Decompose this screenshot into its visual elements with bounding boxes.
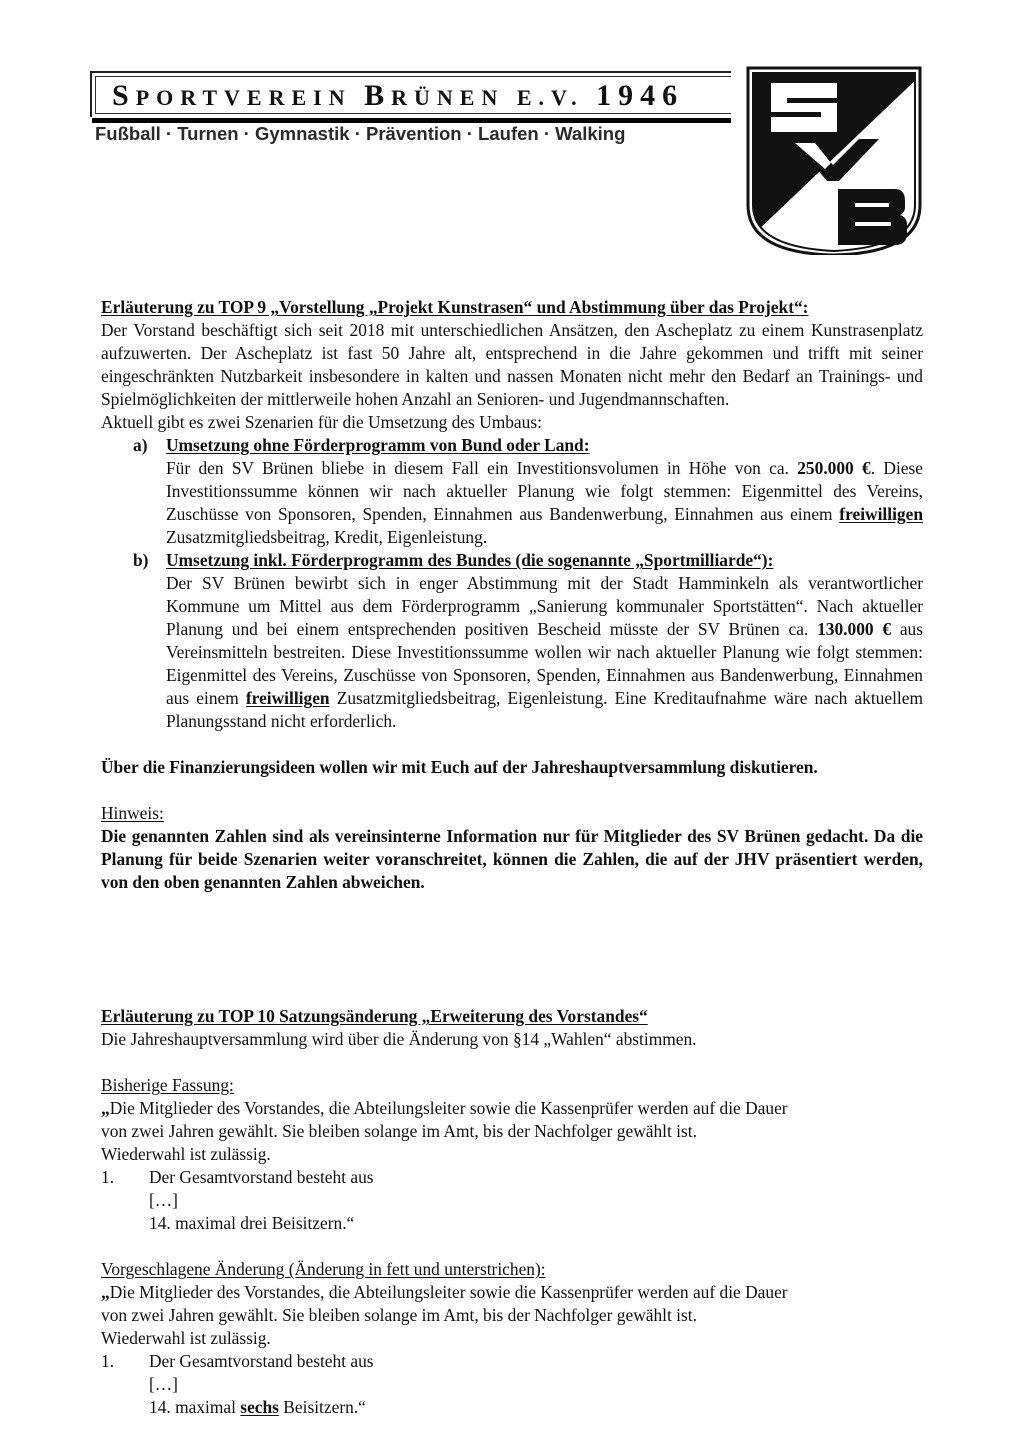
scenario-b-text-2: aus Vereinsmitteln bestreiten. Diese Investitionssumme wollen wir nach aktueller Planung wie folgt stemmen: Eigenmittel des Vereins, Zuschüsse von Sponsoren, Spenden, Einnahmen aus Bandenwerbung, Einnahmen aus einem — [166, 619, 924, 708]
proposed-list-text: Der Gesamtvorstand besteht aus — [149, 1351, 374, 1371]
scenario-b-text-1: Der SV Brünen bewirbt sich in enger Abstimmung mit der Stadt Hamminkeln als verantwortlicher Kommune um Mittel aus dem Förderprogramm „Sanierung kommunaler Sportstätten“. Nach aktueller Planung und bei einem entsprechenden positiven Bescheid müsste der SV Brünen ca. — [166, 573, 923, 639]
proposed-list-num: 1. — [101, 1351, 115, 1371]
proposed-line-3: Wiederwahl ist zulässig. — [101, 1328, 271, 1348]
club-banner — [90, 71, 731, 121]
scenario-a-amount: 250.000 € — [797, 458, 871, 478]
proposed-list-item — [101, 1350, 923, 1373]
scenario-b-emphasis: freiwilligen — [245, 688, 330, 708]
current-item-14-suffix: Beisitzern.“ — [267, 1213, 355, 1233]
proposed-item-14-prefix: 14. maximal — [149, 1397, 241, 1417]
club-name-year: 1946 — [596, 79, 685, 112]
club-name-part-ev: E.V. — [516, 85, 597, 110]
proposed-line-2: von zwei Jahren gewählt. Sie bleiben solange im Amt, bis der Nachfolger gewählt ist. — [101, 1305, 697, 1325]
top9-scenarios-lead: Aktuell gibt es zwei Szenarien für die Umsetzung des Umbaus: — [101, 412, 542, 432]
proposed-item-14-value: sechs — [240, 1397, 279, 1417]
scenario-b — [101, 549, 923, 733]
scenario-a-emphasis: freiwilligen — [839, 504, 923, 524]
scenario-a-text — [166, 457, 923, 549]
current-ellipsis: […] — [149, 1190, 178, 1210]
note-text: Die genannten Zahlen sind als vereinsinterne Information nur für Mitglieder des SV Brünen gedacht. Da die Planung für beide Szenarien weiter voranschreitet, können die Zahlen, die auf der JHV präsentiert werden, von den oben genannten Zahlen abweichen. — [101, 826, 923, 892]
scenario-a-text-3: Zusatzmitgliedsbeitrag, Kredit, Eigenleistung. — [166, 527, 488, 547]
scenario-b-text — [166, 572, 923, 733]
scenario-a-title: Umsetzung ohne Förderprogramm von Bund oder Land: — [166, 435, 590, 455]
proposed-ellipsis: […] — [149, 1374, 178, 1394]
proposed-quote-open: „ — [101, 1282, 110, 1302]
scenario-a-text-1: Für den SV Brünen bliebe in diesem Fall ein Investitionsvolumen in Höhe von ca. — [166, 458, 798, 478]
club-name-part-bruenen: RÜNEN — [391, 85, 517, 110]
current-quote-open: „ — [101, 1098, 110, 1118]
current-item-14 — [101, 1212, 923, 1235]
scenario-a-marker: a) — [133, 435, 148, 455]
club-name — [112, 77, 684, 117]
svb-shield-logo-icon — [745, 65, 923, 255]
current-version-label: Bisherige Fassung: — [101, 1075, 234, 1095]
current-item-14-value: drei — [240, 1213, 268, 1233]
proposed-version-label: Vorgeschlagene Änderung (Änderung in fett und unterstrichen): — [101, 1259, 546, 1279]
scenario-b-amount: 130.000 € — [817, 619, 892, 639]
top9-intro: Der Vorstand beschäftigt sich seit 2018 mit unterschiedlichen Ansätzen, den Ascheplatz zu einem Kunstrasenplatz aufzuwerten. Der Ascheplatz ist fast 50 Jahre alt, entsprechend in die Jahre gekommen und trifft mit seiner eingeschränkten Nutzbarkeit insbesondere in kalten und nassen Monaten nicht mehr den Bedarf an Trainings- und Spielmöglichkeiten der mittlerweile hohen Anzahl an Senioren- und Jugendmannschaften. — [101, 320, 923, 409]
club-name-part-sportverein: PORTVEREIN — [135, 85, 365, 110]
proposed-line-1-text: Die Mitglieder des Vorstandes, die Abteilungsleiter sowie die Kassenprüfer werden auf die Dauer — [109, 1282, 788, 1302]
scenario-b-marker: b) — [133, 550, 149, 570]
scenario-a — [101, 434, 923, 549]
proposed-line-1 — [101, 1281, 923, 1304]
club-tagline: Fußball · Turnen · Gymnastik · Prävention · Laufen · Walking — [95, 123, 626, 144]
scenario-a-text-2: . Diese Investitionssumme können wir nach aktueller Planung wie folgt stemmen: Eigenmittel des Vereins, Zuschüsse von Sponsoren, Spenden, Einnahmen aus Bandenwerbung, Einnahmen aus einem — [166, 458, 923, 524]
current-list-text: Der Gesamtvorstand besteht aus — [149, 1167, 374, 1187]
top9-section — [101, 296, 923, 894]
current-line-3: Wiederwahl ist zulässig. — [101, 1144, 271, 1164]
proposed-item-14 — [101, 1396, 923, 1419]
top10-section — [101, 1005, 923, 1419]
current-line-1 — [101, 1097, 923, 1120]
top10-intro: Die Jahreshauptversammlung wird über die Änderung von §14 „Wahlen“ abstimmen. — [101, 1029, 697, 1049]
proposed-item-14-suffix: Beisitzern.“ — [278, 1397, 366, 1417]
current-line-1-text: Die Mitglieder des Vorstandes, die Abteilungsleiter sowie die Kassenprüfer werden auf die Dauer — [109, 1098, 788, 1118]
club-name-initial-b: B — [364, 79, 392, 112]
current-item-14-prefix: 14. maximal — [149, 1213, 241, 1233]
current-line-2: von zwei Jahren gewählt. Sie bleiben solange im Amt, bis der Nachfolger gewählt ist. — [101, 1121, 697, 1141]
note-heading: Hinweis: — [101, 803, 164, 823]
scenario-b-text-3: Zusatzmitgliedsbeitrag, Eigenleistung. Eine Kreditaufnahme wäre nach aktuellem Planungsstand nicht erforderlich. — [166, 688, 924, 731]
top9-discussion: Über die Finanzierungsideen wollen wir mit Euch auf der Jahreshauptversammlung diskutieren. — [101, 757, 818, 777]
top9-heading: Erläuterung zu TOP 9 „Vorstellung „Projekt Kunstrasen“ und Abstimmung über das Projekt“: — [101, 297, 809, 317]
scenario-b-title: Umsetzung inkl. Förderprogramm des Bundes (die sogenannte „Sportmilliarde“): — [166, 550, 774, 570]
current-list-num: 1. — [101, 1167, 115, 1187]
club-name-initial-s: S — [112, 79, 136, 112]
top10-heading: Erläuterung zu TOP 10 Satzungsänderung „Erweiterung des Vorstandes“ — [101, 1006, 648, 1026]
logo-letter-s — [771, 83, 837, 132]
current-list-item — [101, 1166, 923, 1189]
